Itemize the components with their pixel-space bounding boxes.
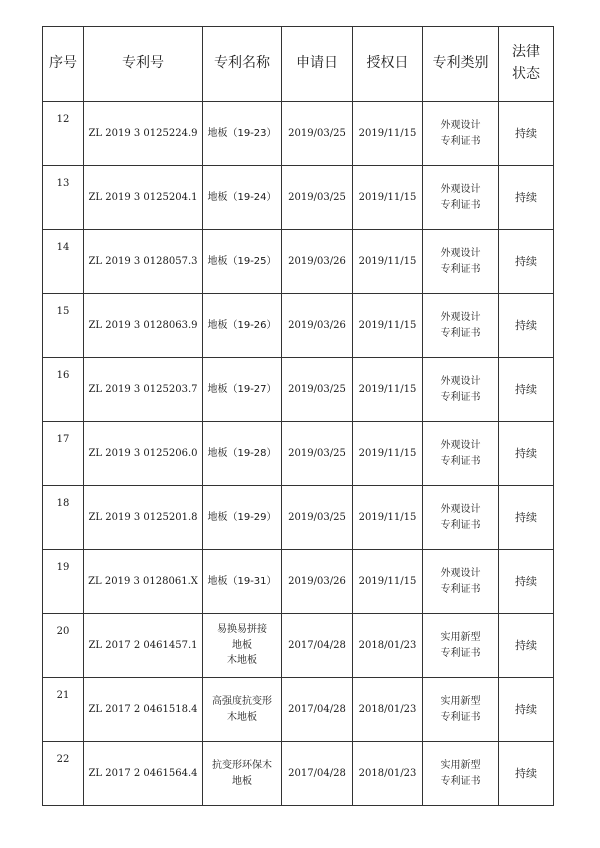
cell-legal-status: 持续 [499,550,554,614]
cell-legal-status: 持续 [499,358,554,422]
cell-patent-no: ZL 2019 3 0125206.0 [84,422,203,486]
cell-apply-date: 2019/03/25 [282,102,353,166]
cell-patent-no: ZL 2019 3 0128063.9 [84,294,203,358]
cell-grant-date: 2018/01/23 [353,614,423,678]
cell-patent-name: 地板（19-23） [203,102,282,166]
cell-seq [43,102,84,166]
cell-legal-status: 持续 [499,486,554,550]
cell-seq [43,422,84,486]
cell-patent-name: 地板（19-26） [203,294,282,358]
cell-seq [43,294,84,358]
seq-number: 20 [56,626,70,637]
table-row [43,230,554,294]
cell-patent-no: ZL 2019 3 0125204.1 [84,166,203,230]
cell-grant-date: 2019/11/15 [353,230,423,294]
cell-patent-type: 外观设计 专利证书 [423,358,499,422]
cell-patent-name: 地板（19-24） [203,166,282,230]
seq-number: 16 [56,370,70,381]
seq-number: 12 [56,114,70,125]
header-seq: 序号 [43,27,84,102]
cell-apply-date: 2017/04/28 [282,742,353,806]
table-row [43,422,554,486]
header-patent-type: 专利类别 [423,27,499,102]
cell-grant-date: 2019/11/15 [353,358,423,422]
header-patent-no: 专利号 [84,27,203,102]
cell-patent-no: ZL 2019 3 0125203.7 [84,358,203,422]
header-row [43,27,554,102]
cell-grant-date: 2018/01/23 [353,678,423,742]
cell-grant-date: 2019/11/15 [353,486,423,550]
cell-patent-type: 外观设计 专利证书 [423,166,499,230]
cell-patent-type: 外观设计 专利证书 [423,486,499,550]
cell-patent-no: ZL 2019 3 0128057.3 [84,230,203,294]
cell-grant-date: 2019/11/15 [353,166,423,230]
cell-patent-type: 外观设计 专利证书 [423,422,499,486]
cell-patent-type: 外观设计 专利证书 [423,550,499,614]
seq-number: 15 [56,306,70,317]
cell-legal-status: 持续 [499,166,554,230]
seq-number: 13 [56,178,70,189]
cell-seq [43,678,84,742]
cell-seq [43,486,84,550]
cell-legal-status: 持续 [499,742,554,806]
table-row [43,294,554,358]
cell-patent-name: 地板（19-28） [203,422,282,486]
cell-legal-status: 持续 [499,230,554,294]
cell-patent-name: 地板（19-25） [203,230,282,294]
cell-apply-date: 2017/04/28 [282,678,353,742]
cell-patent-no: ZL 2017 2 0461457.1 [84,614,203,678]
table-row [43,550,554,614]
cell-seq [43,742,84,806]
cell-patent-type: 实用新型 专利证书 [423,742,499,806]
seq-number: 22 [56,754,70,765]
patent-table [42,26,554,806]
cell-seq [43,614,84,678]
cell-patent-name: 易换易拼接 地板 木地板 [203,614,282,678]
cell-legal-status: 持续 [499,294,554,358]
cell-seq [43,166,84,230]
cell-seq [43,358,84,422]
cell-apply-date: 2019/03/26 [282,230,353,294]
cell-patent-name: 高强度抗变形 木地板 [203,678,282,742]
table-row [43,614,554,678]
cell-legal-status: 持续 [499,614,554,678]
header-grant-date: 授权日 [353,27,423,102]
cell-patent-type: 外观设计 专利证书 [423,294,499,358]
cell-apply-date: 2019/03/25 [282,422,353,486]
header-legal-status: 法律 状态 [499,27,554,102]
cell-patent-no: ZL 2019 3 0125201.8 [84,486,203,550]
seq-number: 14 [56,242,70,253]
table-row [43,486,554,550]
cell-legal-status: 持续 [499,102,554,166]
seq-number: 21 [56,690,70,701]
cell-grant-date: 2019/11/15 [353,422,423,486]
cell-patent-name: 抗变形环保木 地板 [203,742,282,806]
cell-grant-date: 2019/11/15 [353,294,423,358]
seq-number: 17 [56,434,70,445]
cell-patent-type: 外观设计 专利证书 [423,230,499,294]
cell-patent-name: 地板（19-31） [203,550,282,614]
cell-apply-date: 2019/03/26 [282,294,353,358]
table-row [43,358,554,422]
cell-grant-date: 2019/11/15 [353,550,423,614]
cell-patent-name: 地板（19-27） [203,358,282,422]
cell-grant-date: 2019/11/15 [353,102,423,166]
header-apply-date: 申请日 [282,27,353,102]
cell-apply-date: 2019/03/26 [282,550,353,614]
cell-legal-status: 持续 [499,422,554,486]
cell-grant-date: 2018/01/23 [353,742,423,806]
cell-seq [43,230,84,294]
seq-number: 19 [56,562,70,573]
table-body [43,102,554,806]
cell-apply-date: 2019/03/25 [282,166,353,230]
cell-patent-no: ZL 2017 2 0461518.4 [84,678,203,742]
cell-apply-date: 2017/04/28 [282,614,353,678]
table-row [43,742,554,806]
table-row [43,166,554,230]
cell-patent-no: ZL 2019 3 0128061.X [84,550,203,614]
cell-patent-no: ZL 2017 2 0461564.4 [84,742,203,806]
table-row [43,678,554,742]
cell-apply-date: 2019/03/25 [282,358,353,422]
cell-patent-name: 地板（19-29） [203,486,282,550]
cell-patent-no: ZL 2019 3 0125224.9 [84,102,203,166]
seq-number: 18 [56,498,70,509]
table-row [43,102,554,166]
cell-patent-type: 实用新型 专利证书 [423,678,499,742]
cell-patent-type: 实用新型 专利证书 [423,614,499,678]
cell-legal-status: 持续 [499,678,554,742]
cell-seq [43,550,84,614]
cell-apply-date: 2019/03/25 [282,486,353,550]
header-patent-name: 专利名称 [203,27,282,102]
cell-patent-type: 外观设计 专利证书 [423,102,499,166]
